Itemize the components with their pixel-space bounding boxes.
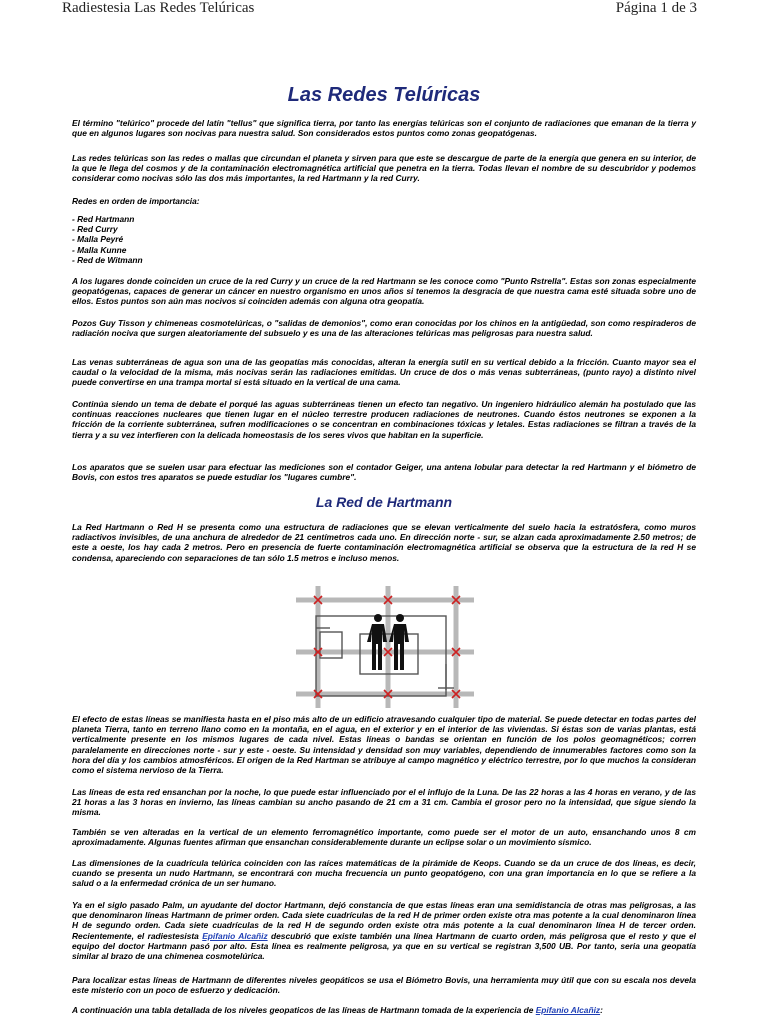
paragraph-venas: Las venas subterráneas de agua son una de las geopatías más conocidas, alteran la energía sutil en su vertical debido a la fricción. Cuanto mayor sea el caudal o la velocidad de la misma, más nocivas serán las radiaciones emitidas. Un cruce de dos o más venas subterráneas, (punto rayo) a distinto nivel puede convertirse en una trampa mortal si está situado en la vertical de una cama. [72,357,696,388]
list-item: - Red Curry [72,224,118,235]
grid-lines [296,586,474,708]
list-item: - Malla Kunne [72,244,127,255]
paragraph-noche: Las líneas de esta red ensanchan por la noche, lo que puede estar influenciado por el el influjo de la Luna. De las 22 horas a las 4 horas en verano, y de las 21 horas a las 3 horas en invierno, las líneas cambian su ancho pasando de 21 cm a 31 cm. Cambia el grosor pero no la intensidad, que sigue siendo la misma. [72,787,696,818]
section-heading-hartmann: La Red de Hartmann [315,494,453,510]
page-title: Las Redes Telúricas [287,84,481,106]
paragraph-debate: Continúa siendo un tema de debate el porqué las aguas subterráneas tienen un efecto tan negativo. Un ingeniero hidráulico alemán ha postulado que las continuas reacciones nucleares que tienen lugar en el núcleo terrestre producen radiaciones de neutrones. Cuando éstos neutrones se exponen a la fricción de la corriente subterránea, sufren modificaciones o se concentran en combinaciones tóxicas y letales. Estas radiaciones se filtran a través de la tierra y a su vez interfieren con la delicada homeostasis de los seres vivos que habitan en la superficie. [72,399,696,440]
epifanio-alcaniz-link[interactable]: Epifanio Alcañiz [535,1005,601,1015]
list-item: - Red Hartmann [72,214,135,224]
paragraph-biometro: Para localizar estas líneas de Hartmann de diferentes niveles geopáticos se usa el Biómetro Bovis, una herramienta muy útil que con su escala nos devela este misterio con un poco de esfuerzo y dedicación. [72,975,696,996]
paragraph-redes: Las redes telúricas son las redes o mallas que circundan el planeta y sirven para que este se descargue de parte de la energía que genera en su interior, de la que le llega del cosmos y de la contaminación electromagnética artificial que penetra en la tierra. Todas llevan el nombre de su descubridor y podemos considerar como nocivas sólo las dos más importantes, la red Hartmann y la red Curry. [72,153,696,184]
hartmann-grid-illustration [296,586,474,708]
paragraph-ferromagnetico: También se ven alteradas en la vertical de un elemento ferromagnético importante, como puede ser el motor de un auto, ensanchando unos 8 cm aproximadamente. Algunas fuentes afirman que ensanchan considerablemente durante un eclipse solar o un movimiento sísmico. [72,827,696,848]
paragraph-aparatos: Los aparatos que se suelen usar para efectuar las mediciones son el contador Geiger, una antena lobular para detectar la red Hartmann y el biómetro de Bovis, con estos tres aparatos se puede estudiar los "lugares cumbre". [72,462,696,483]
paragraph-palm-text-b: descubrió que existe también una línea Hartmann de cuarto orden, más peligrosa que el resto y que el equipo del doctor Hartmann pasó por alto. Esta línea es realmente peligrosa, ya que en su vertical se registran 3,500 UB. Por tanto, seria una geopatía similar al brazo de una chimenea cosmotelúrica. [72,930,696,962]
paragraph-palm-text-a: Ya en el siglo pasado Palm, un ayudante del doctor Hartmann, dejó constancia de que estas líneas eran una semidistancia de otras mas peligrosas, a las que denominaron líneas Hartmann de primer orden. Cada siete cuadrículas de la red H de primer orden existe otra mas potente a la cual denominaron línea H de segundo orden. Cada siete cuadrículas de la red H de segundo orden existe otra más potente a la cual denominaron línea H de tercer orden. Recientemente, el radiestesista [72,900,696,941]
paragraph-tabla-text-b: : [600,1005,603,1015]
paragraph-red-h: La Red Hartmann o Red H se presenta como una estructura de radiaciones que se elevan verticalmente del suelo hacia la estratósfera, como muros radiactivos invisibles, de una anchura de alrededor de 21 centímetros cada uno. En dirección norte - sur, se alzan cada aproximadamente 2.50 metros; de este a oeste, los hay cada 2 metros. Pero en presencia de fuerte contaminación electromagnética artificial se observa que la estructura de la red H se condensa, apareciendo con separaciones de tan sólo 1.5 metros e incluso menos. [72,522,696,563]
running-header [0,0,768,22]
header-title: Radiestesia Las Redes Telúricas [62,0,255,16]
epifanio-alcaniz-link[interactable]: Epifanio Alcañiz [202,930,268,941]
paragraph-tabla [72,1005,696,1015]
paragraph-list-heading: Redes en orden de importancia: [72,196,200,206]
networks-list [72,214,696,265]
paragraph-punto-estrella: A los lugares donde coinciden un cruce de la red Curry y un cruce de la red Hartmann se les conoce como "Punto Rstrella". Estas son zonas especialmente geopatógenas, capaces de generar un cáncer en nuestro organismo en unos años si tenemos la desgracia de que nuestra cama esté situada sobre uno de ellos. Estos puntos son aún mas nocivos si coinciden además con alguna otra geopatía. [72,276,696,307]
list-item: - Red de Witmann [72,254,143,265]
paragraph-pozos: Pozos Guy Tisson y chimeneas cosmotelúricas, o "salidas de demonios", como eran conocidas por los chinos en la antigüedad, son como respiraderos de radiación nociva que surgen aleatoriamente del subsuelo y es una de las alteraciones telúricas mas peligrosas para nuestra salud. [72,318,696,339]
paragraph-tabla-text-a: A continuación una tabla detallada de los niveles geopaticos de las líneas de Hartmann tomada de la experiencia de [72,1005,536,1015]
paragraph-palm [72,900,696,961]
paragraph-keops: Las dimensiones de la cuadrícula telúrica coinciden con las raíces matemáticas de la pirámide de Keops. Cuando se da un cruce de dos líneas, es decir, cuando se presenta un nudo Hartmann, se encontrará con mucha frecuencia un punto geopatógeno, con una gran importancia en lo que se refiere a la salud o a la enfermedad crónica de un ser humano. [72,858,696,889]
page-number: Página 1 de 3 [615,0,697,16]
paragraph-intro: El término "telúrico" procede del latín "tellus" que significa tierra, por tanto las energías telúricas son el conjunto de radiaciones que emanan de la tierra y que en algunos lugares son nocivas para nuestra salud. Son considerados estos puntos como zonas geopatógenas. [72,118,696,139]
list-item: - Malla Peyré [72,234,124,245]
paragraph-efecto: El efecto de estas líneas se manifiesta hasta en el piso más alto de un edificio atravesando cualquier tipo de material. Se puede detectar en todas partes del planeta Tierra, tanto en terreno llano como en la montaña, en el agua, en el exterior y en el interior de las viviendas. Si éstas son de varias plantas, está verticalmente presente en los mismos lugares de cada nivel. Estas líneas o bandas se orientan en función de los polos geomagnéticos; corren paralelamente en direcciones norte - sur y este - oeste. Su intensidad y densidad son muy variables, dependiendo de innumerables factores como son la hora del día y los cambios atmosféricos. El origen de la Red Hartman se atribuye al campo magnético y eléctrico terrestre, por lo que muchos la consideran como el sistema nervioso de la Tierra. [72,714,696,776]
